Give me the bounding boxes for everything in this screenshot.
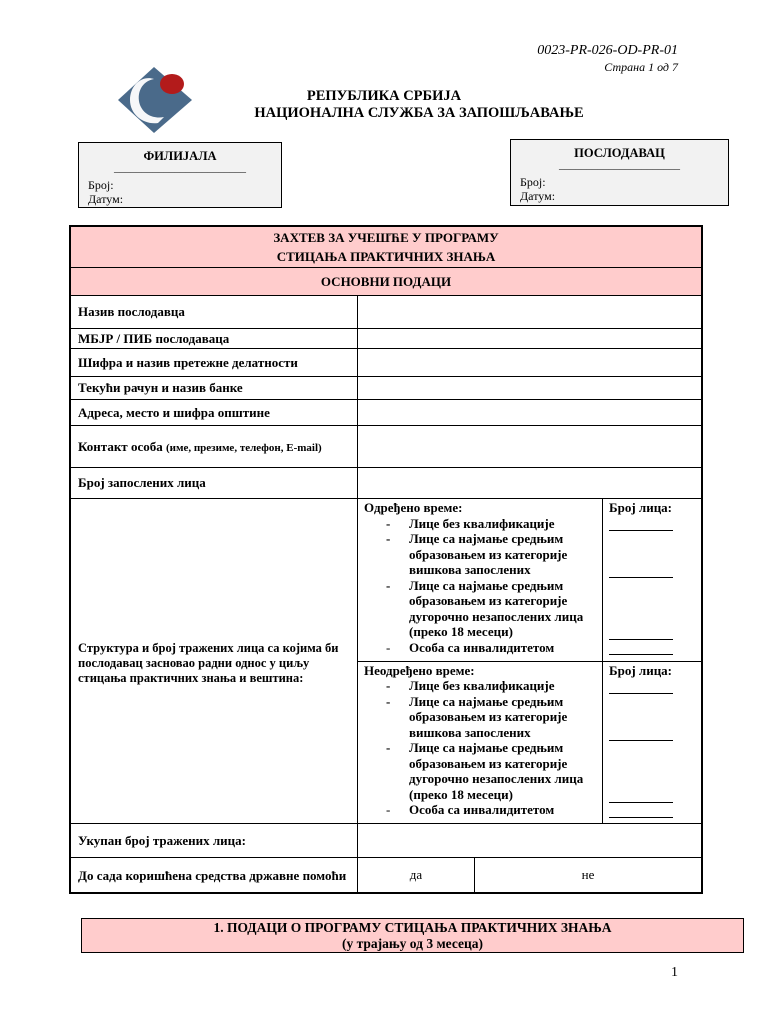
poslodavac-box — [510, 139, 729, 206]
field-mbjr — [358, 329, 703, 349]
neodredjeno-broj-lica: Број лица: — [609, 662, 673, 678]
poslodavac-broj[interactable]: Број: — [520, 175, 546, 189]
footer-page-number: 1 — [671, 965, 678, 980]
section-1-title: 1. ПОДАЦИ О ПРОГРАМУ СТИЦАЊА ПРАКТИЧНИХ ЗНАЊА — [213, 920, 612, 935]
odredjeno-count-3[interactable] — [609, 625, 673, 640]
neodredjeno-list — [364, 678, 596, 818]
form-title-line2: СТИЦАЊА ПРАКТИЧНИХ ЗНАЊА — [276, 249, 496, 264]
label-ukupan: Укупан број тражених лица: — [70, 824, 358, 858]
filijala-broj[interactable]: Број: — [88, 178, 114, 192]
neodredjeno-count-1[interactable] — [609, 679, 673, 694]
field-ukupan[interactable] — [358, 824, 703, 858]
neodredjeno-count-2[interactable] — [609, 726, 673, 741]
form-subtitle: ОСНОВНИ ПОДАЦИ — [70, 268, 702, 296]
field-kontakt[interactable] — [358, 426, 703, 468]
form-title-line1: ЗАХТЕВ ЗА УЧЕШЋЕ У ПРОГРАМУ — [273, 230, 499, 245]
list-item: - Особа са инвалидитетом — [386, 802, 555, 817]
odredjeno-section — [358, 499, 701, 661]
label-kontakt — [70, 426, 358, 468]
sredstva-cell — [358, 858, 703, 894]
republic-title: РЕПУБЛИКА СРБИЈА — [306, 88, 462, 104]
header-title — [0, 88, 768, 122]
field-adresa[interactable] — [358, 400, 703, 426]
list-item: - Лице са најмање средњим образовањем из категорије дугорочно незапослених лица (преко 18 месеци) — [386, 740, 584, 802]
neodredjeno-section — [358, 661, 701, 824]
label-kontakt-hint: (име, презиме, телефон, E-mail) — [165, 441, 322, 454]
label-sifra: Шифра и назив претежне делатности — [70, 349, 358, 377]
odredjeno-list — [364, 516, 596, 656]
neodredjeno-count-4[interactable] — [609, 803, 673, 818]
poslodavac-line: ______________________ — [559, 159, 680, 171]
list-item: - Лице са најмање средњим образовањем из категорије дугорочно незапослених лица (преко 18 месеци) — [386, 577, 584, 639]
odredjeno-count-2[interactable] — [609, 563, 673, 578]
poslodavac-datum[interactable]: Датум: — [520, 189, 556, 203]
form-title — [70, 226, 702, 268]
filijala-line: ________________________ — [114, 162, 246, 174]
filijala-box — [78, 142, 282, 208]
list-item: - Лице са најмање средњим образовањем из категорије вишкова запослених — [386, 693, 568, 740]
poslodavac-title: ПОСЛОДАВАЦ — [574, 146, 665, 160]
odredjeno-count-4[interactable] — [609, 640, 673, 655]
odredjeno-count-1[interactable] — [609, 516, 673, 531]
list-item: - Лице са најмање средњим образовањем из категорије вишкова запослених — [386, 531, 568, 577]
list-item: - Лице без квалификације — [386, 515, 555, 531]
odredjeno-broj-lica: Број лица: — [609, 500, 673, 515]
label-racun: Текући рачун и назив банке — [70, 377, 358, 400]
application-form-table — [69, 225, 703, 894]
label-struktura: Структура и број тражених лица са којима би послодавац засновао радни однос у циљу стицања практичних знања и вештина: — [70, 499, 358, 824]
label-naziv: Назив послодавца — [70, 296, 358, 329]
filijala-datum[interactable]: Датум: — [88, 192, 124, 206]
label-sredstva: До сада коришћена средства државне помоћи — [70, 858, 358, 894]
odredjeno-heading: Одређено време: — [364, 500, 463, 515]
option-ne[interactable]: не — [581, 867, 595, 882]
list-item: - Лице без квалификације — [386, 678, 555, 693]
field-sifra[interactable] — [358, 349, 703, 377]
page-indicator: Страна 1 од 7 — [604, 60, 678, 74]
neodredjeno-count-3[interactable] — [609, 788, 673, 803]
label-broj-zaposlenih: Број запослених лица — [70, 468, 358, 499]
label-adresa: Адреса, место и шифра општине — [70, 400, 358, 426]
field-broj-zaposlenih[interactable] — [358, 468, 703, 499]
document-number: 0023-PR-026-OD-PR-01 — [537, 43, 678, 58]
list-item: - Особа са инвалидитетом — [386, 639, 555, 655]
section-1-header — [81, 918, 744, 953]
section-1-subtitle: (у трајању од 3 месеца) — [341, 936, 484, 951]
filijala-title: ФИЛИЈАЛА — [143, 149, 217, 163]
field-naziv[interactable] — [358, 296, 703, 329]
field-racun — [358, 377, 703, 400]
neodredjeno-heading: Неодређено време: — [364, 662, 475, 678]
struktura-cell — [358, 499, 703, 824]
option-da[interactable]: да — [358, 858, 475, 892]
agency-title: НАЦИОНАЛНА СЛУЖБА ЗА ЗАПОШЉАВАЊЕ — [254, 105, 584, 121]
label-mbjr: МБЈР / ПИБ послодаваца — [70, 329, 358, 349]
label-kontakt-main: Контакт особа — [78, 438, 163, 454]
